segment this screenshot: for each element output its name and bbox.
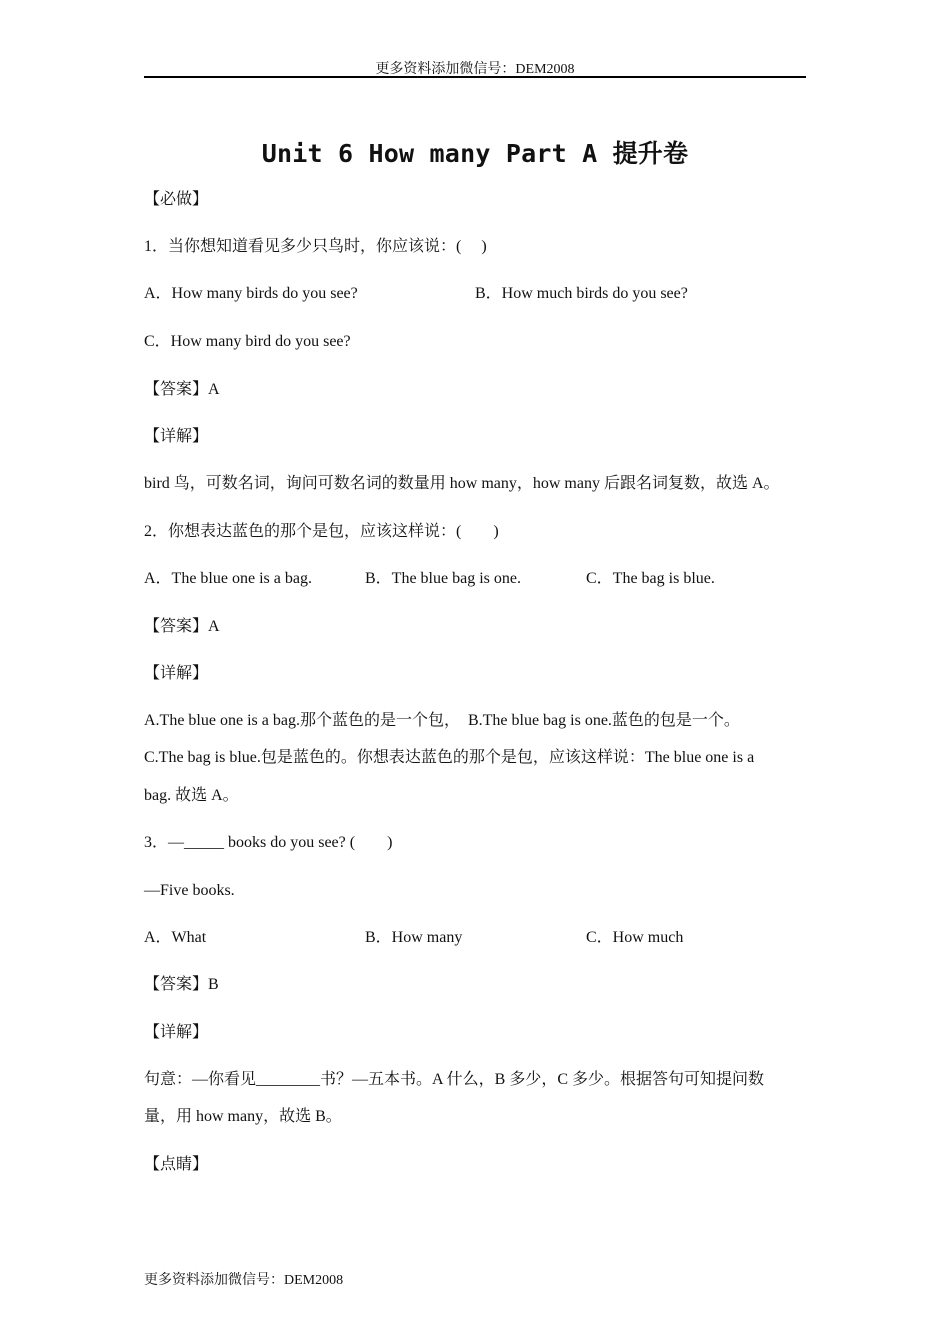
q1-option-a: A．How many birds do you see? [144, 285, 358, 302]
q1-explanation: bird 鸟，可数名词，询问可数名词的数量用 how many，how many 后跟名词复数，故选 A。 [144, 475, 780, 492]
q2-stem: 2．你想表达蓝色的那个是包，应该这样说：( ) [144, 523, 499, 540]
header-divider [144, 76, 806, 78]
q3-explain-label: 【详解】 [144, 1024, 209, 1041]
q3-explanation-line: 句意：—你看见________书？—五本书。A 什么，B 多少，C 多少。根据答句可知提问数 [144, 1071, 765, 1088]
q2-option-a: A．The blue one is a bag. [144, 570, 312, 587]
q3-explanation-line: 量，用 how many，故选 B。 [144, 1108, 342, 1125]
page-title: Unit 6 How many Part A 提升卷 [261, 139, 689, 168]
q1-option-c: C．How many bird do you see? [144, 333, 351, 350]
q3-option-b: B．How many [365, 929, 463, 946]
q3-option-c: C．How much [586, 929, 684, 946]
q1-answer: 【答案】A [144, 381, 220, 398]
q2-option-c: C．The bag is blue. [586, 570, 715, 587]
q3-option-a: A．What [144, 929, 207, 946]
section-required-label: 【必做】 [144, 191, 209, 208]
q3-tip-label: 【点睛】 [144, 1156, 209, 1173]
page-footer: 更多资料添加微信号：DEM2008 [144, 1273, 344, 1288]
q3-reply: —Five books. [144, 882, 235, 899]
q3-stem: 3．—_____ books do you see? ( ) [144, 834, 393, 851]
q1-option-b: B．How much birds do you see? [475, 285, 688, 302]
q2-explanation-line: C.The bag is blue.包是蓝色的。你想表达蓝色的那个是包，应该这样说：The blue one is a [144, 749, 755, 766]
q2-explain-label: 【详解】 [144, 665, 209, 682]
q2-explanation-line: A.The blue one is a bag.那个蓝色的是一个包， B.The blue bag is one.蓝色的包是一个。 [144, 712, 740, 729]
page-header: 更多资料添加微信号：DEM2008 [375, 62, 575, 77]
q1-explain-label: 【详解】 [144, 428, 209, 445]
q2-answer: 【答案】A [144, 618, 220, 635]
q2-explanation-line: bag. 故选 A。 [144, 787, 239, 804]
q1-stem: 1．当你想知道看见多少只鸟时，你应该说：( ) [144, 238, 487, 255]
q3-answer: 【答案】B [144, 976, 219, 993]
q2-option-b: B．The blue bag is one. [365, 570, 521, 587]
